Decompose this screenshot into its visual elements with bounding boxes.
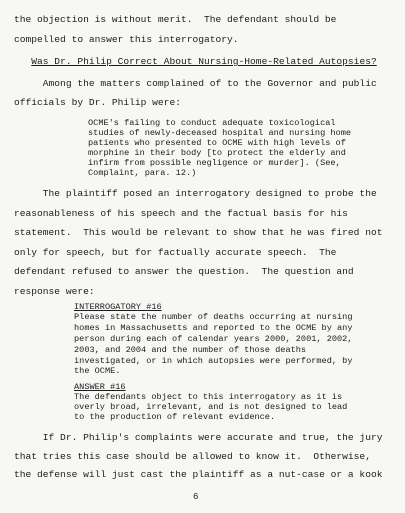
block-quote-line: morphine in their body [to protect the elderly and: [88, 148, 346, 158]
interrogatory-title: INTERROGATORY #16: [74, 302, 162, 312]
body-text-line: If Dr. Philip's complaints were accurate and true, the jury: [14, 432, 383, 443]
body-text-line: statement. This would be relevant to show that he was fired not: [14, 227, 383, 238]
body-text-line: reasonableness of his speech and the factual basis for his: [14, 208, 348, 219]
section-heading: [14, 56, 377, 67]
page-number: 6: [193, 492, 199, 502]
block-quote-line: Complaint, para. 12.): [88, 168, 197, 178]
interrogatory-line: person during each of calendar years 2000, 2001, 2002,: [74, 334, 353, 344]
body-text-line: officials by Dr. Philip were:: [14, 97, 181, 108]
block-quote-line: studies of newly-deceased hospital and nursing home: [88, 128, 352, 138]
interrogatory-line: 2003, and 2004 and the number of those deaths: [74, 345, 307, 355]
answer-title: ANSWER #16: [74, 382, 126, 392]
interrogatory-line: the OCME.: [74, 366, 121, 376]
body-text-line: The plaintiff posed an interrogatory designed to probe the: [14, 188, 377, 199]
body-text-line: the objection is without merit. The defendant should be: [14, 14, 337, 25]
block-quote-line: patients who presented to OCME with high levels of: [88, 138, 346, 148]
answer-line: to the production of relevant evidence.: [74, 412, 276, 422]
block-quote-line: infirm from possible negligence or murder]. (See,: [88, 158, 341, 168]
heading-text: Was Dr. Philip Correct About Nursing-Home-Related Autopsies?: [31, 56, 377, 67]
body-text-line: Among the matters complained of to the Governor and public: [14, 78, 377, 89]
body-text-line: that tries this case should be allowed to know it. Otherwise,: [14, 451, 371, 462]
body-text-line: defendant refused to answer the question. The question and: [14, 266, 354, 277]
body-text-line: the defense will just cast the plaintiff as a nut-case or a kook: [14, 469, 383, 480]
body-text-line: only for speech, but for factually accurate speech. The: [14, 247, 337, 258]
answer-line: The defendants object to this interrogatory as it is: [74, 392, 343, 402]
body-text-line: compelled to answer this interrogatory.: [14, 34, 239, 45]
answer-line: overly broad, irrelevant, and is not designed to lead: [74, 402, 348, 412]
body-text-line: response were:: [14, 286, 95, 297]
interrogatory-line: investigated, or in which autopsies were performed, by: [74, 356, 353, 366]
block-quote-line: OCME's failing to conduct adequate toxicological: [88, 118, 336, 128]
interrogatory-line: Please state the number of deaths occurring at nursing: [74, 312, 353, 322]
interrogatory-line: homes in Massachusetts and reported to the OCME by any: [74, 323, 353, 333]
heading-indent: [14, 56, 31, 67]
